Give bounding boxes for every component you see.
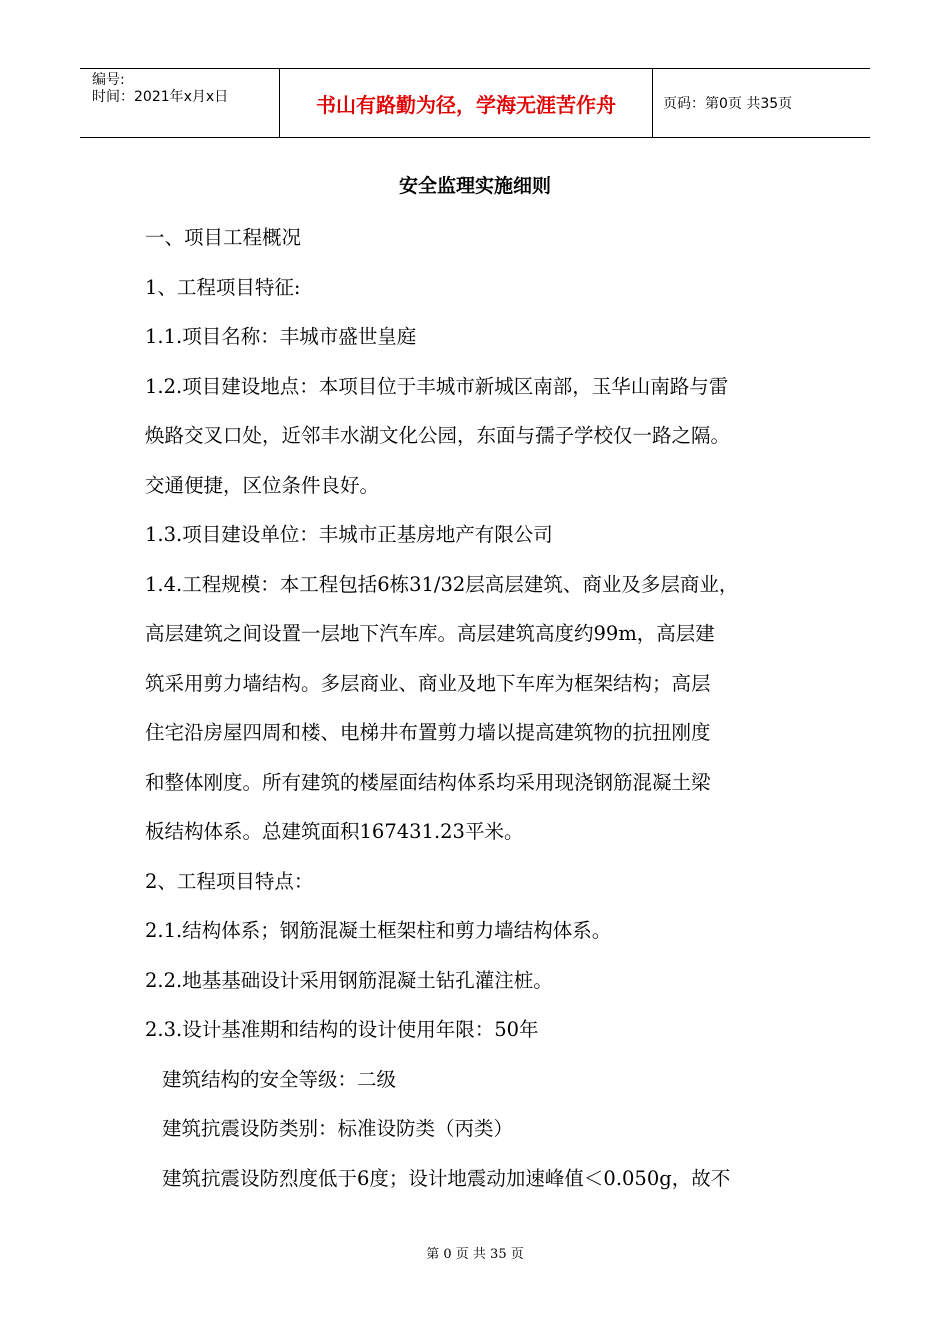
document-title: 安全监理实施细则 [398, 175, 551, 197]
paragraph-line: 高层建筑之间设置一层地下汽车库。高层建筑高度约99m，高层建 [145, 622, 715, 645]
paragraph-line: 1.2.项目建设地点：本项目位于丰城市新城区南部，玉华山南路与雷 [145, 374, 729, 398]
header-motto: 书山有路勤为径，学海无涯苦作舟 [280, 69, 653, 137]
paragraph-line: 2.1.结构体系；钢筋混凝土框架柱和剪力墙结构体系。 [145, 919, 612, 942]
paragraph-line: 筑采用剪力墙结构。多层商业、商业及地下车库为框架结构；高层 [145, 671, 711, 695]
subsection-heading: 2、工程项目特点： [145, 869, 314, 893]
paragraph-line: 建筑抗震设防烈度低于6度；设计地震动加速峰值＜0.050g，故不 [162, 1166, 731, 1190]
document-number-label: 编号: [92, 72, 125, 88]
paragraph-line: 1.3.项目建设单位：丰城市正基房地产有限公司 [145, 523, 553, 546]
paragraph-line: 建筑抗震设防类别：标准设防类（丙类） [162, 1117, 514, 1140]
paragraph-line: 住宅沿房屋四周和楼、电梯井布置剪力墙以提高建筑物的抗扭刚度 [145, 721, 711, 744]
document-date: 时间：2021年x月x日 [92, 89, 229, 105]
paragraph-line: 1.1.项目名称：丰城市盛世皇庭 [145, 325, 417, 348]
paragraph-line: 和整体刚度。所有建筑的楼屋面结构体系均采用现浇钢筋混凝土梁 [145, 770, 711, 794]
document-body [145, 213, 825, 1203]
paragraph-line: 2.2.地基基础设计采用钢筋混凝土钻孔灌注桩。 [145, 968, 553, 992]
page-footer: 第 0 页 共 35 页 [426, 1247, 524, 1262]
page-header [80, 68, 870, 138]
header-meta [80, 69, 280, 137]
section-heading: 一、项目工程概况 [145, 226, 302, 249]
paragraph-line: 1.4.工程规模：本工程包括6栋31/32层高层建筑、商业及多层商业， [145, 572, 739, 596]
subsection-heading: 1、工程项目特征: [145, 275, 301, 299]
paragraph-line: 焕路交叉口处，近邻丰水湖文化公园，东面与孺子学校仅一路之隔。 [145, 424, 731, 447]
paragraph-line: 交通便捷，区位条件良好。 [145, 473, 380, 497]
header-page-code: 页码：第0页 共35页 [663, 96, 793, 112]
paragraph-line: 板结构体系。总建筑面积167431.23平米。 [145, 820, 524, 843]
paragraph-line: 建筑结构的安全等级：二级 [162, 1067, 397, 1091]
paragraph-line: 2.3.设计基准期和结构的设计使用年限：50年 [145, 1018, 539, 1041]
